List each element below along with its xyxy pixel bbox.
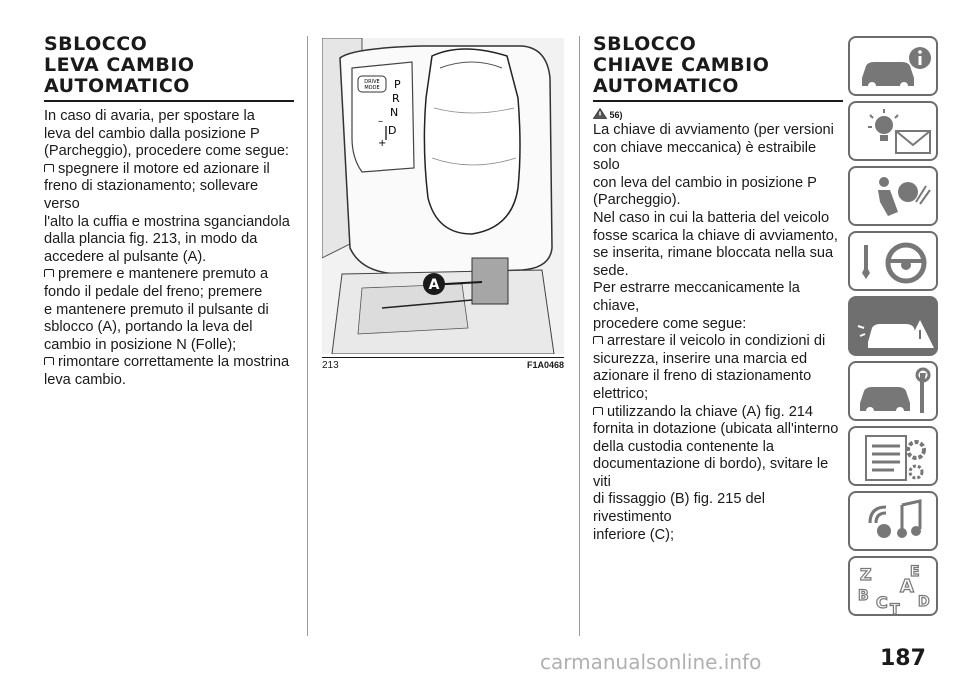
figure-code: F1A0468 bbox=[526, 360, 564, 370]
bullet-icon bbox=[44, 164, 54, 172]
warning-reference: 56) bbox=[593, 108, 843, 122]
svg-text:A: A bbox=[900, 576, 914, 597]
list-item: rimontare correttamente la mostrina leva cambio. bbox=[44, 354, 290, 388]
svg-text:Z: Z bbox=[860, 565, 872, 584]
list-item: premere e mantenere premuto a fondo il pedale del freno; premere e mantenere premuto il pulsante di sblocco (A), portando la leva del cambio in posizione N (Folle); bbox=[44, 266, 269, 353]
callout-a-label: A bbox=[428, 277, 440, 293]
bullet-icon bbox=[44, 357, 54, 365]
car-maintenance-icon bbox=[850, 363, 940, 423]
car-info-icon bbox=[850, 38, 940, 98]
watermark: carmanualsonline.info bbox=[540, 650, 762, 674]
gear-n-label: N bbox=[390, 106, 399, 119]
figure-213-gear-lever bbox=[322, 38, 564, 354]
list-item: utilizzando la chiave (A) fig. 214 fornita in dotazione (ubicata all'interno della custodia contenente la documentazione di bordo), svitare le viti di fissaggio (B) fig. 215 del rivestimento inferiore (C); bbox=[593, 403, 839, 543]
intro-paragraph: In caso di avaria, per spostare la leva del cambio dalla posizione P (Parcheggio), procedere come segue: bbox=[44, 108, 289, 160]
gear-r-label: R bbox=[392, 92, 400, 105]
gear-minus-label: – bbox=[378, 116, 383, 127]
svg-text:B: B bbox=[858, 588, 869, 604]
tab-multimedia[interactable] bbox=[848, 491, 938, 551]
tab-safety[interactable] bbox=[848, 166, 938, 226]
tab-dashboard-lights[interactable] bbox=[848, 101, 938, 161]
tab-index[interactable] bbox=[848, 556, 938, 616]
figure-number: 213 bbox=[322, 360, 339, 371]
svg-text:D: D bbox=[918, 594, 930, 610]
specifications-icon bbox=[850, 428, 940, 488]
section-title-sblocco-chiave: SBLOCCO CHIAVE CAMBIO AUTOMATICO bbox=[593, 34, 843, 102]
multimedia-icon bbox=[850, 493, 940, 553]
column-divider bbox=[579, 36, 580, 636]
gear-p-label: P bbox=[394, 78, 401, 91]
bullet-icon bbox=[593, 407, 603, 415]
bullet-icon bbox=[593, 336, 603, 344]
column-divider bbox=[307, 36, 308, 636]
right-column bbox=[593, 34, 843, 544]
list-item: arrestare il veicolo in condizioni di sicurezza, inserire una marcia ed azionare il freno di stazionamento elettrico; bbox=[593, 333, 826, 402]
page-number: 187 bbox=[880, 646, 926, 671]
paragraph: Per estrarre meccanicamente la chiave, procedere come segue: bbox=[593, 280, 800, 332]
tab-car-info[interactable] bbox=[848, 36, 938, 96]
paragraph: La chiave di avviamento (per versioni con chiave meccanica) è estraibile solo con leva del cambio in posizione P (Parcheggio). bbox=[593, 122, 834, 209]
svg-text:E: E bbox=[910, 564, 920, 580]
left-column bbox=[44, 34, 294, 390]
alphabetical-index-icon bbox=[850, 558, 940, 618]
tab-maintenance[interactable] bbox=[848, 361, 938, 421]
airbag-safety-icon bbox=[850, 168, 940, 228]
section-title-sblocco-leva: SBLOCCO LEVA CAMBIO AUTOMATICO bbox=[44, 34, 294, 102]
warning-triangle-icon bbox=[593, 108, 607, 119]
svg-text:T: T bbox=[890, 602, 900, 618]
tab-technical-data[interactable] bbox=[848, 426, 938, 486]
paragraph: Nel caso in cui la batteria del veicolo fosse scarica la chiave di avviamento, se inserita, rimane bloccata nella sua sede. bbox=[593, 209, 838, 279]
gear-lever-illustration bbox=[322, 38, 564, 354]
car-breakdown-icon bbox=[850, 298, 940, 358]
gear-d-label: D bbox=[388, 124, 397, 137]
drive-mode-label: DRIVE bbox=[364, 79, 380, 85]
svg-text:C: C bbox=[876, 593, 888, 612]
figure-caption bbox=[322, 357, 564, 371]
drive-mode-label: MODE bbox=[364, 85, 380, 91]
steering-wheel-key-icon bbox=[850, 233, 940, 293]
tab-starting-driving[interactable] bbox=[848, 231, 938, 291]
dashboard-lights-icon bbox=[850, 103, 940, 163]
list-item: spegnere il motore ed azionare il freno di stazionamento; sollevare verso l'alto la cuffia e mostrina sganciandola dalla plancia fig. 213, in modo da accedere al pulsante (A). bbox=[44, 160, 290, 265]
tab-emergency[interactable] bbox=[848, 296, 938, 356]
bullet-icon bbox=[44, 269, 54, 277]
gear-plus-label: + bbox=[378, 138, 387, 149]
